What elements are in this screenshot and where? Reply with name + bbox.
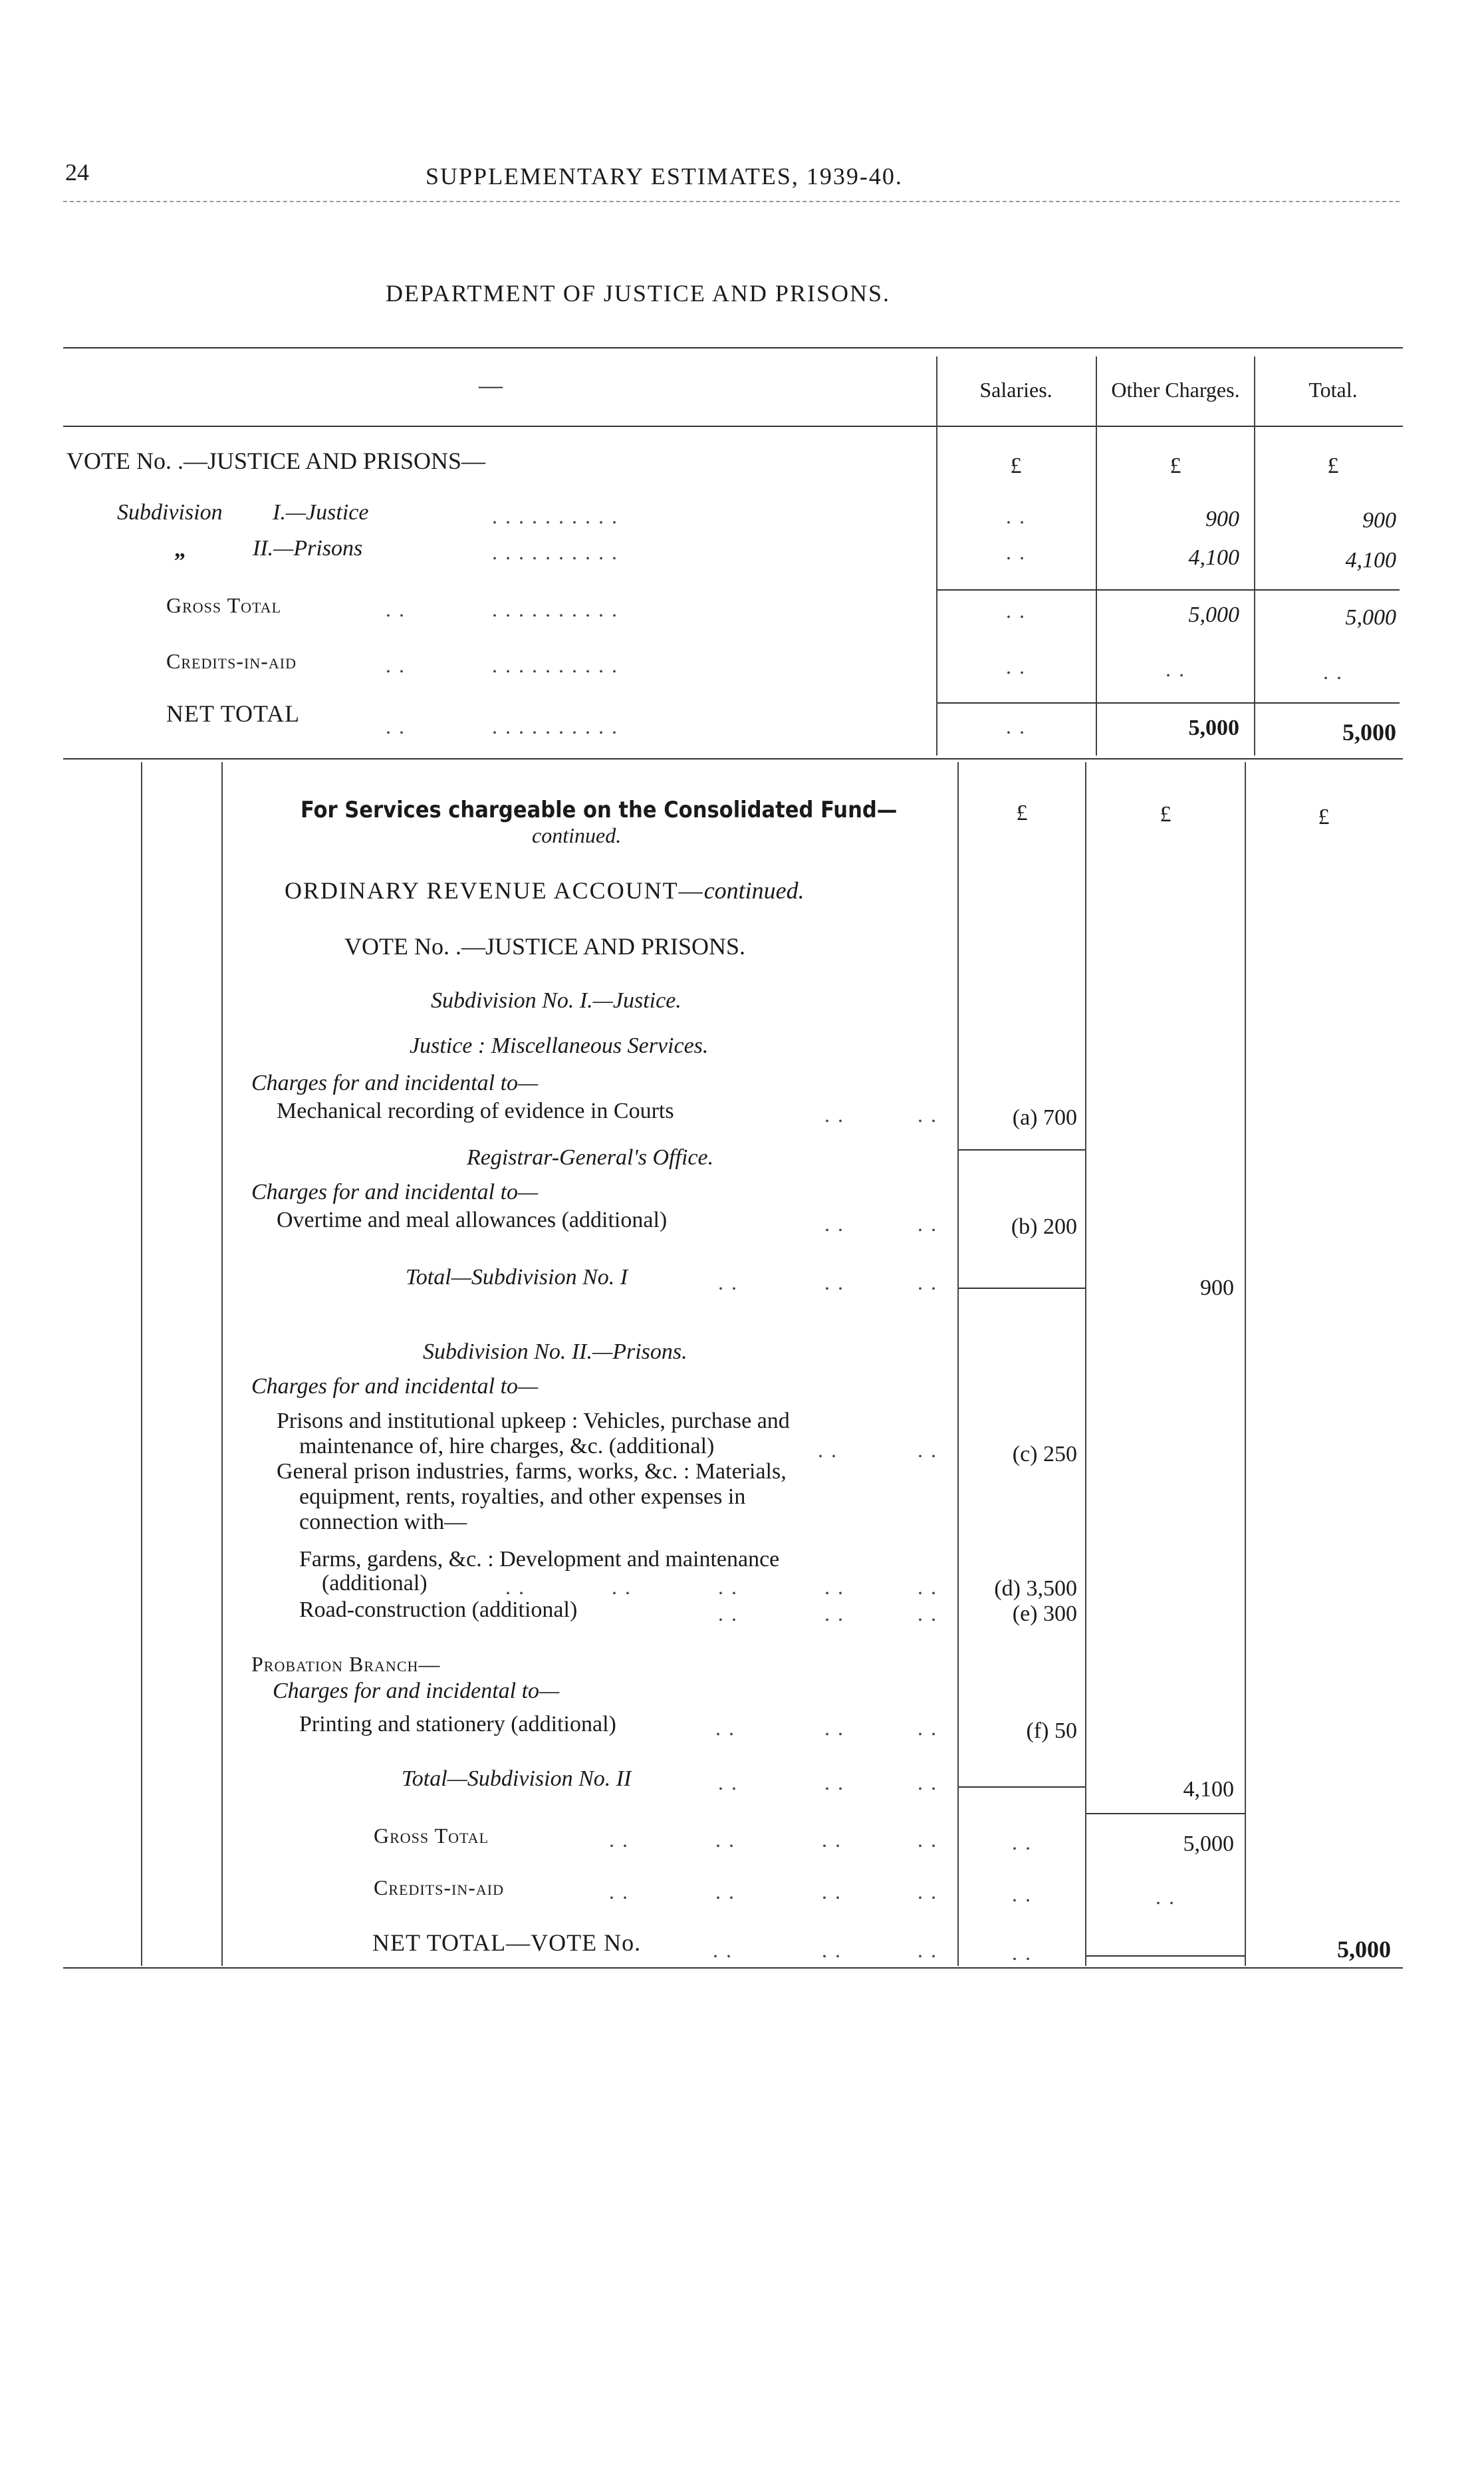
sub2-leader: . . . . . . . . . . [492,540,618,564]
gross-salaries: . . [1006,599,1026,622]
credits-salaries: . . [1006,654,1026,678]
detail-currency-1: £ [1016,801,1028,825]
printing-amount: (f) 50 [1026,1719,1077,1743]
detail-currency-2: £ [1160,802,1172,827]
detail-credits-other: . . [1156,1885,1175,1909]
sub1-leader: . . . . . . . . . . [492,504,618,528]
sub1-label-a: Subdivision [117,500,223,525]
net-leader: . . . . . . . . . . [492,714,618,738]
summary-credits-label: Credits-in-aid [166,649,297,673]
overtime-amount: (b) 200 [1011,1214,1077,1239]
charges-label-1: Charges for and incidental to— [251,1071,539,1095]
summary-net-other: 5,000 [1188,716,1239,740]
total-sub1-dots-1: . . [718,1270,738,1294]
page-number: 24 [65,159,89,186]
sub2-salaries: . . [1006,540,1026,564]
account-heading [285,877,804,904]
misc-heading: Justice : Miscellaneous Services. [410,1034,709,1058]
farms-dots-3: . . [718,1575,738,1599]
overtime-dots-1: . . [824,1212,844,1236]
mech-dots-1: . . [824,1103,844,1127]
charges-label-2: Charges for and incidental to— [251,1180,539,1204]
detail-col-divider-2 [1085,762,1086,1966]
gross-leader-a: . . [386,597,406,621]
printing-dots-1: . . [715,1716,735,1740]
farms-dots-5: . . [918,1575,937,1599]
prisons-upkeep-line1: Prisons and institutional upkeep : Vehicles, purchase and [277,1409,790,1433]
net-leader-a: . . [386,714,406,738]
detail-col-divider-3 [1245,762,1246,1966]
farms-line1: Farms, gardens, &c. : Development and maintenance [299,1547,780,1572]
detail-net-amount: 5,000 [1337,1936,1391,1963]
sub2-total: 4,100 [1345,548,1396,573]
sub1-total: 900 [1362,508,1396,533]
margin-rule-2 [221,762,223,1966]
detail-heading: For Services chargeable on the Consolidated Fund— [301,797,898,823]
detail-gross-salaries: . . [1012,1830,1032,1854]
detail-gross-dots-4: . . [918,1828,937,1852]
total-sub1-label: Total—Subdivision No. I [406,1265,628,1290]
total-sub1-rule [959,1288,1085,1289]
printing-dots-2: . . [824,1716,844,1740]
detail-net-dots-1: . . [713,1938,733,1962]
total-sub1-amount: 900 [1200,1276,1234,1300]
table-top-rule [63,347,1403,348]
col-header-total: Total. [1308,378,1358,402]
industries-line3: connection with— [299,1510,467,1534]
farms-dots-4: . . [824,1575,844,1599]
credits-total: . . [1323,660,1343,684]
col-divider-total [1254,356,1255,756]
detail-gross-amount: 5,000 [1183,1832,1234,1856]
summary-net-total: 5,000 [1342,719,1396,746]
summary-gross-total: 5,000 [1345,605,1396,630]
sub2-heading: Subdivision No. II.—Prisons. [423,1339,687,1364]
currency-total: £ [1327,454,1339,478]
total-sub2-dots-2: . . [824,1770,844,1794]
charges-label-3: Charges for and incidental to— [251,1374,539,1399]
detail-net-dots-2: . . [822,1938,842,1962]
printing-dots-3: . . [918,1716,937,1740]
farms-line2: (additional) [322,1571,428,1595]
sub1-label-b: I.—Justice [273,500,369,525]
total-sub2-rule [959,1786,1085,1788]
detail-gross-label: Gross Total [374,1824,489,1848]
charges-label-4: Charges for and incidental to— [273,1679,560,1703]
mech-amount: (a) 700 [1012,1105,1077,1130]
detail-col-divider-1 [957,762,959,1966]
detail-gross-dots-2: . . [715,1828,735,1852]
detail-gross-dots-1: . . [609,1828,629,1852]
road-dots-1: . . [718,1601,738,1625]
summary-vote-title: VOTE No. .—JUSTICE AND PRISONS— [66,448,486,474]
road-dots-2: . . [824,1601,844,1625]
mech-rule [959,1149,1085,1151]
col-header-other: Other Charges. [1111,378,1240,402]
net-rule-other [1086,1955,1245,1957]
overtime-item: Overtime and meal allowances (additional) [277,1208,668,1232]
probation-heading: Probation Branch— [251,1652,441,1676]
total-sub2-dots-3: . . [918,1770,937,1794]
summary-gross-other: 5,000 [1188,603,1239,627]
detail-credits-dots-3: . . [822,1879,842,1903]
total-sub2-amount: 4,100 [1183,1777,1234,1802]
net-upper-rule [937,702,1400,704]
prisons-upkeep-dots-2: . . [918,1438,937,1462]
prisons-upkeep-dots-1: . . [818,1438,838,1462]
credits-leader-a: . . [386,653,406,677]
mech-item: Mechanical recording of evidence in Courts [277,1099,674,1123]
registrar-heading: Registrar-General's Office. [467,1145,714,1170]
detail-heading-cont: continued. [532,823,622,847]
col-divider-other [1096,356,1097,756]
margin-rule-1 [141,762,142,1966]
road-amount: (e) 300 [1012,1601,1077,1626]
sub1-other: 900 [1205,507,1239,531]
department-title: DEPARTMENT OF JUSTICE AND PRISONS. [386,280,890,307]
credits-leader: . . . . . . . . . . [492,653,618,677]
detail-credits-dots-1: . . [609,1879,629,1903]
detail-net-salaries: . . [1012,1941,1032,1965]
sub1-heading: Subdivision No. I.—Justice. [431,988,681,1013]
detail-net-dots-3: . . [918,1938,937,1962]
sub2-ditto: „ [174,537,186,562]
detail-credits-dots-4: . . [918,1879,937,1903]
col-divider-salaries [936,356,937,756]
detail-bottom-rule [63,1967,1403,1969]
total-sub2-label: Total—Subdivision No. II [402,1766,632,1791]
gross-leader: . . . . . . . . . . [492,597,618,621]
total-sub1-dots-3: . . [918,1270,937,1294]
header-rule [63,201,1400,202]
col-header-blank: — [479,372,503,398]
col-header-salaries: Salaries. [979,378,1052,402]
sub1-salaries: . . [1006,504,1026,528]
total-sub1-dots-2: . . [824,1270,844,1294]
summary-gross-label: Gross Total [166,593,282,617]
currency-other: £ [1170,454,1181,478]
mech-dots-2: . . [918,1103,937,1127]
gross-upper-rule-2 [1086,1813,1245,1814]
account-heading-cont: continued. [703,877,804,904]
road-dots-3: . . [918,1601,937,1625]
detail-credits-label: Credits-in-aid [374,1875,504,1899]
table-bottom-rule [63,758,1403,759]
farms-dots-1: . . [505,1575,525,1599]
sub2-label: II.—Prisons [253,536,363,561]
currency-salaries: £ [1010,454,1022,478]
detail-vote-title: VOTE No. .—JUSTICE AND PRISONS. [344,933,746,960]
printing-item: Printing and stationery (additional) [299,1712,616,1736]
net-salaries: . . [1006,714,1026,738]
detail-credits-dots-2: . . [715,1879,735,1903]
prisons-upkeep-amount: (c) 250 [1012,1442,1077,1466]
industries-line1: General prison industries, farms, works, &c. : Materials, [277,1459,787,1484]
detail-credits-salaries: . . [1012,1882,1032,1906]
detail-currency-3: £ [1318,805,1330,829]
industries-line2: equipment, rents, royalties, and other expenses in [299,1484,746,1509]
prisons-upkeep-line2: maintenance of, hire charges, &c. (additional) [299,1434,715,1458]
total-sub2-dots-1: . . [718,1770,738,1794]
header-bottom-rule [63,426,1403,427]
farms-amount: (d) 3,500 [994,1576,1077,1601]
detail-gross-dots-3: . . [822,1828,842,1852]
overtime-dots-2: . . [918,1212,937,1236]
farms-dots-2: . . [612,1575,632,1599]
gross-upper-rule [937,589,1400,591]
account-heading-main: ORDINARY REVENUE ACCOUNT— [285,877,704,904]
running-title: SUPPLEMENTARY ESTIMATES, 1939-40. [426,163,903,190]
detail-net-label: NET TOTAL—VOTE No. [372,1929,642,1956]
credits-other: . . [1166,657,1185,681]
summary-net-label: NET TOTAL [166,700,301,727]
road-item: Road-construction (additional) [299,1597,578,1622]
sub2-other: 4,100 [1188,545,1239,570]
